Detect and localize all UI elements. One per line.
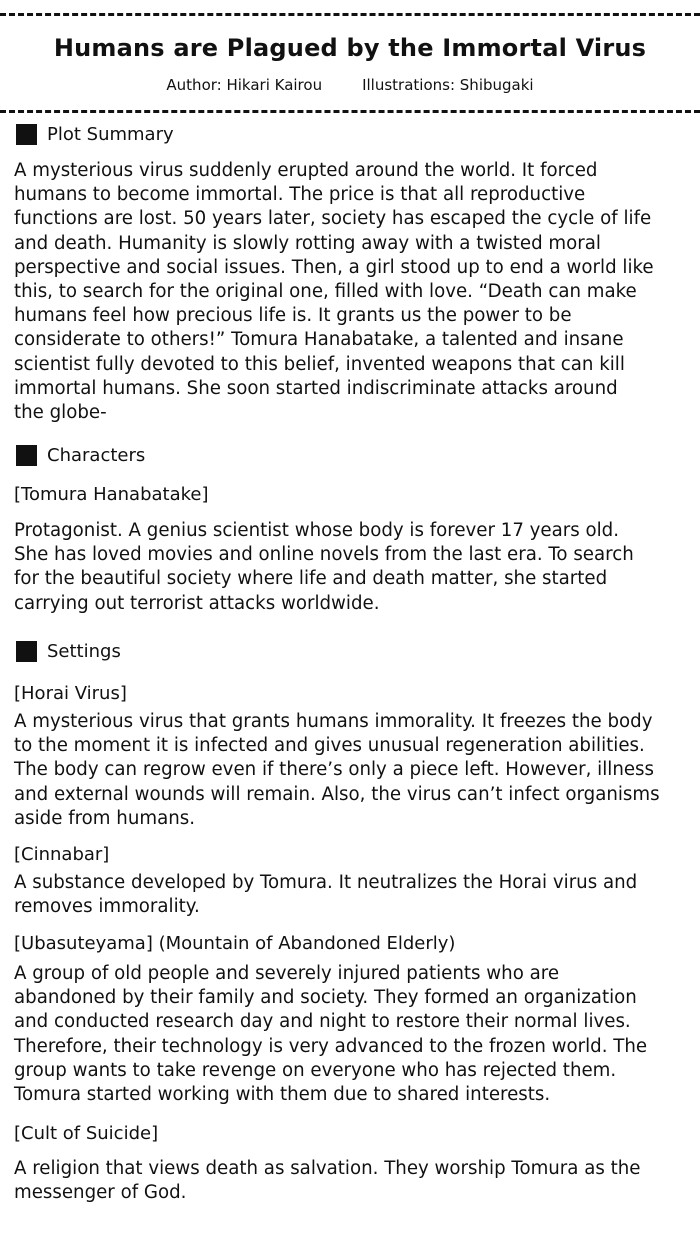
setting-description-ubasuteyama bbox=[14, 962, 694, 1107]
text-line: aside from humans. bbox=[14, 807, 195, 829]
text-line: messenger of God. bbox=[14, 1182, 187, 1204]
top-dashed-divider bbox=[0, 13, 700, 16]
text-line: Tomura started working with them due to shared interests. bbox=[14, 1084, 551, 1106]
black-square-icon bbox=[16, 641, 37, 662]
section-heading-characters bbox=[16, 444, 145, 466]
text-line: considerate to others!” Tomura Hanabatake, a talented and insane bbox=[14, 329, 624, 351]
text-line: The body can regrow even if there’s only a piece left. However, illness bbox=[14, 759, 654, 781]
text-line: abandoned by their family and society. They formed an organization bbox=[14, 987, 637, 1009]
text-line: removes immorality. bbox=[14, 896, 200, 918]
text-line: and conducted research day and night to restore their normal lives. bbox=[14, 1011, 631, 1033]
text-line: this, to search for the original one, filled with love. “Death can make bbox=[14, 281, 637, 303]
text-line: immortal humans. She soon started indiscriminate attacks around bbox=[14, 377, 618, 399]
setting-description-cult-of-suicide bbox=[14, 1157, 694, 1205]
text-line: the globe- bbox=[14, 402, 107, 424]
text-line: to the moment it is infected and gives unusual regeneration abilities. bbox=[14, 735, 645, 757]
text-line: for the beautiful society where life and death matter, she started bbox=[14, 568, 608, 590]
text-line: A mysterious virus that grants humans immorality. It freezes the body bbox=[14, 711, 653, 732]
text-line: A substance developed by Tomura. It neutralizes the Horai virus and bbox=[14, 872, 638, 893]
text-line: perspective and social issues. Then, a girl stood up to end a world like bbox=[14, 256, 654, 278]
section-heading-label: Plot Summary bbox=[47, 123, 174, 145]
text-line: and death. Humanity is slowly rotting away with a twisted moral bbox=[14, 232, 601, 254]
section-heading-label: Settings bbox=[47, 640, 121, 662]
text-line: She has loved movies and online novels from the last era. To search bbox=[14, 544, 634, 566]
setting-description-cinnabar bbox=[14, 871, 694, 919]
black-square-icon bbox=[16, 445, 37, 466]
text-line: functions are lost. 50 years later, society has escaped the cycle of life bbox=[14, 208, 652, 230]
text-line: A group of old people and severely injured patients who are bbox=[14, 963, 560, 984]
text-line: scientist fully devoted to this belief, invented weapons that can kill bbox=[14, 353, 625, 375]
text-line: humans feel how precious life is. It grants us the power to be bbox=[14, 305, 572, 327]
bottom-dashed-divider bbox=[0, 110, 700, 113]
setting-name-ubasuteyama: [Ubasuteyama] (Mountain of Abandoned Elderly) bbox=[14, 933, 456, 954]
text-line: group wants to take revenge on everyone who has rejected them. bbox=[14, 1059, 617, 1081]
illustrations-credit: Illustrations: Shibugaki bbox=[362, 76, 534, 94]
character-description-tomura bbox=[14, 519, 694, 616]
setting-description-horai-virus bbox=[14, 710, 694, 831]
black-square-icon bbox=[16, 124, 37, 145]
text-line: A mysterious virus suddenly erupted around the world. It forced bbox=[14, 160, 598, 181]
character-name-tomura: [Tomura Hanabatake] bbox=[14, 484, 209, 505]
credits-line bbox=[0, 76, 700, 94]
setting-name-cinnabar: [Cinnabar] bbox=[14, 844, 110, 865]
page-title: Humans are Plagued by the Immortal Virus bbox=[53, 34, 647, 62]
text-line: and external wounds will remain. Also, the virus can’t infect organisms bbox=[14, 783, 660, 805]
text-line: Protagonist. A genius scientist whose body is forever 17 years old. bbox=[14, 520, 620, 541]
section-heading-plot-summary bbox=[16, 123, 174, 145]
section-heading-settings bbox=[16, 640, 121, 662]
section-heading-label: Characters bbox=[47, 444, 146, 466]
text-line: Therefore, their technology is very advanced to the frozen world. The bbox=[14, 1035, 648, 1057]
plot-summary-text bbox=[14, 159, 694, 425]
setting-name-cult-of-suicide: [Cult of Suicide] bbox=[14, 1123, 159, 1144]
text-line: carrying out terrorist attacks worldwide. bbox=[14, 592, 380, 614]
text-line: A religion that views death as salvation. They worship Tomura as the bbox=[14, 1158, 641, 1179]
author-credit: Author: Hikari Kairou bbox=[166, 76, 323, 94]
setting-name-horai-virus: [Horai Virus] bbox=[14, 683, 127, 704]
text-line: humans to become immortal. The price is that all reproductive bbox=[14, 184, 586, 206]
